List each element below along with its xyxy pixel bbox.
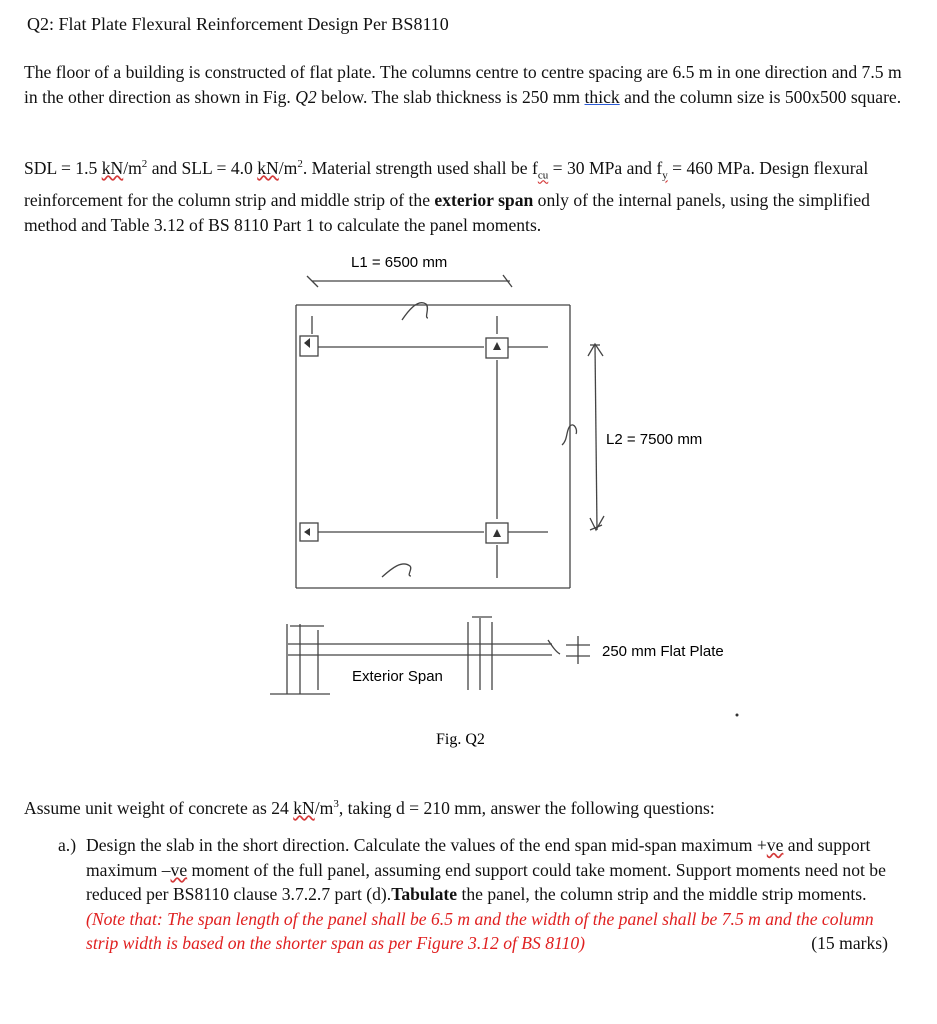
page-title: Q2: Flat Plate Flexural Reinforcement Design Per BS8110: [27, 14, 449, 34]
unit-kn: kN: [257, 157, 279, 178]
l1-label: L1 = 6500 mm: [351, 254, 448, 271]
question-text: and support maximum –: [86, 835, 871, 880]
material-text: = 460 MPa.: [667, 157, 755, 178]
ve-word: ve: [766, 835, 784, 855]
assumption-text: , taking d = 210 mm, answer the following questions:: [338, 797, 715, 818]
unit-m: /m: [123, 157, 142, 178]
assumption-text: Assume unit weight of concrete as 24: [24, 797, 294, 818]
flat-plate-label: 250 mm Flat Plate: [602, 643, 724, 660]
superscript: 2: [141, 158, 148, 170]
unit-kn: kN: [293, 797, 315, 818]
figure-reference: Q2: [295, 87, 317, 107]
column-mark-icon: [304, 338, 310, 348]
p1-text-1: The floor of a building is constructed of flat plate. The columns centre to centre spacing are 6.5 m in one direction and 7.5 m in the other direction as shown in Fig.: [24, 62, 902, 107]
assumptions: [24, 792, 904, 821]
exterior-span-emphasis: exterior span: [434, 190, 534, 211]
sdl-text: SDL = 1.5: [24, 157, 102, 178]
question-a: [58, 833, 888, 956]
question-a-body: [86, 833, 888, 956]
unit-kn: kN: [101, 157, 124, 178]
question-a-marker: a.): [58, 835, 77, 855]
l2-label: L2 = 7500 mm: [606, 431, 703, 448]
material-text: = 30 MPa and f: [548, 157, 663, 178]
section-break-mark: [548, 640, 560, 654]
squiggle-right: [562, 425, 577, 445]
superscript: 2: [297, 158, 303, 170]
subscript-y: y: [662, 169, 668, 182]
marks-label: (15 marks): [811, 933, 888, 953]
ve-word: ve: [170, 859, 188, 880]
column-mark-icon: [493, 529, 501, 537]
sll-text: and SLL = 4.0: [147, 157, 258, 178]
thick-word: thick: [584, 87, 620, 107]
column-mark-icon: [304, 528, 310, 536]
question-note: (Note that: The span length of the panel shall be 6.5 m and the width of the panel shall be 7.5 m and the column strip width is based on the shorter span as per Figure 3.12 of BS 8110): [86, 908, 874, 953]
figure-caption: Fig. Q2: [436, 731, 485, 748]
question-text: moment of the full panel, assuming end support could take moment. Support moments need not be reduced per BS8110 clause 3.7.2.7 part (d).: [86, 859, 886, 904]
speck: [736, 714, 739, 717]
l2-dimension-line: [595, 345, 597, 530]
question-text: Design the slab in the short direction. Calculate the values of the end span mid-span maximum +: [86, 835, 767, 855]
p1-text-3: and the column size is 500x500 square.: [619, 87, 902, 107]
tabulate-emphasis: Tabulate: [391, 884, 458, 904]
question-text: the panel, the column strip and the middle strip moments.: [457, 884, 867, 904]
exterior-span-label: Exterior Span: [352, 668, 443, 685]
unit-m: /m: [314, 797, 334, 818]
squiggle-bottom: [382, 564, 411, 577]
column-mark-icon: [493, 342, 501, 350]
unit-m: /m: [278, 157, 298, 178]
material-text: . Material strength used shall be f: [302, 157, 538, 178]
p1-text-2: below. The slab thickness is 250 mm: [316, 87, 585, 107]
subscript-cu: cu: [537, 169, 549, 182]
design-text: only of the internal panels, using the simplified method and Table 3.12 of BS 8110 Part 1 to calculate the panel moments.: [24, 190, 870, 236]
superscript: 3: [333, 798, 339, 810]
design-text: Design flexural reinforcement for the column strip and middle strip of the: [24, 157, 869, 211]
